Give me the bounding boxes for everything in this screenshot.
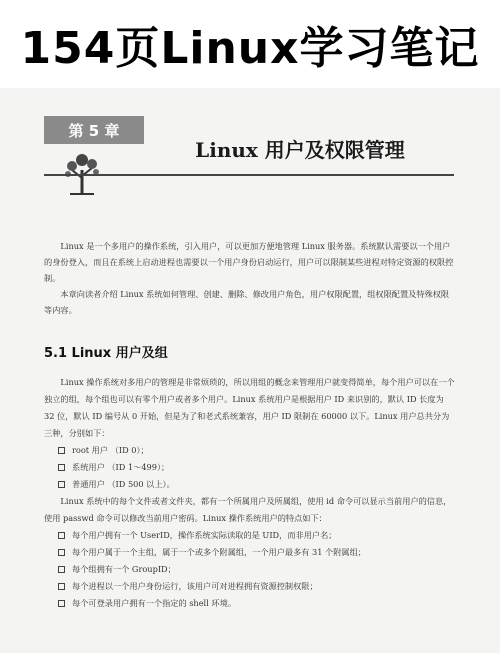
list-item: 每个可登录用户拥有一个指定的 shell 环境。 xyxy=(58,595,456,612)
section-heading: 5.1 Linux 用户及组 xyxy=(44,346,168,361)
section-paragraph: Linux 操作系统对多用户的管理是非常烦琐的，所以用组的概念来管理用户就变得简单，每个用户可以在一个独立的组，每个组也可以有零个用户或者多个用户。Linux 系统用户是根据用户 ID 来识别的，默认 ID 长度为 32 位，默认 ID 编号从 0 开始，但是为了和老式系统兼容，用户 ID 限制在 60000 以下。Linux 用户总共分为三种，分别如下： xyxy=(44,377,455,438)
list-item: 每个进程以一个用户身份运行，该用户可对进程拥有资源控制权限； xyxy=(58,578,456,595)
list-item: 每个用户属于一个主组，属于一个或多个附属组，一个用户最多有 31 个附属组； xyxy=(58,544,456,561)
section-paragraph: Linux 系统中的每个文件或者文件夹，都有一个所属用户及所属组，使用 id 命令可以显示当前用户的信息，使用 passwd 命令可以修改当前用户密码。Linux 操作系统用户的特点如下： xyxy=(44,496,452,523)
tree-icon xyxy=(62,150,102,196)
bullet-icon xyxy=(58,583,65,590)
list-item: 每个组拥有一个 GroupID； xyxy=(58,561,456,578)
book-page xyxy=(0,88,500,653)
bullet-icon xyxy=(58,481,65,488)
chapter-intro xyxy=(44,238,456,318)
intro-paragraph: Linux 是一个多用户的操作系统，引入用户，可以更加方便地管理 Linux 服务器。系统默认需要以一个用户的身份登入，而且在系统上启动进程也需要以一个用户身份启动运行，用户可以限制某些进程对特定资源的权限控制。 xyxy=(44,241,454,283)
bullet-icon xyxy=(58,549,65,556)
bullet-icon xyxy=(58,532,65,539)
list-item: 每个用户拥有一个 UserID，操作系统实际读取的是 UID，而非用户名； xyxy=(58,527,456,544)
chapter-rule xyxy=(44,174,454,176)
section-body xyxy=(44,374,456,612)
banner-title: 154页Linux学习笔记 xyxy=(20,23,480,74)
intro-paragraph: 本章向读者介绍 Linux 系统如何管理、创建、删除、修改用户角色，用户权限配置，组权限配置及特殊权限等内容。 xyxy=(44,289,450,315)
bullet-icon xyxy=(58,464,65,471)
list-item: 普通用户 （ID 500 以上）。 xyxy=(58,476,456,493)
user-type-list xyxy=(44,442,456,493)
bullet-icon xyxy=(58,447,65,454)
feature-list xyxy=(44,527,456,612)
list-item: 系统用户 （ID 1～499）； xyxy=(58,459,456,476)
chapter-tab: 第 5 章 xyxy=(44,116,144,144)
list-item: root 用户 （ID 0）； xyxy=(58,442,456,459)
bullet-icon xyxy=(58,566,65,573)
chapter-title: Linux 用户及权限管理 xyxy=(195,138,405,162)
bullet-icon xyxy=(58,600,65,607)
